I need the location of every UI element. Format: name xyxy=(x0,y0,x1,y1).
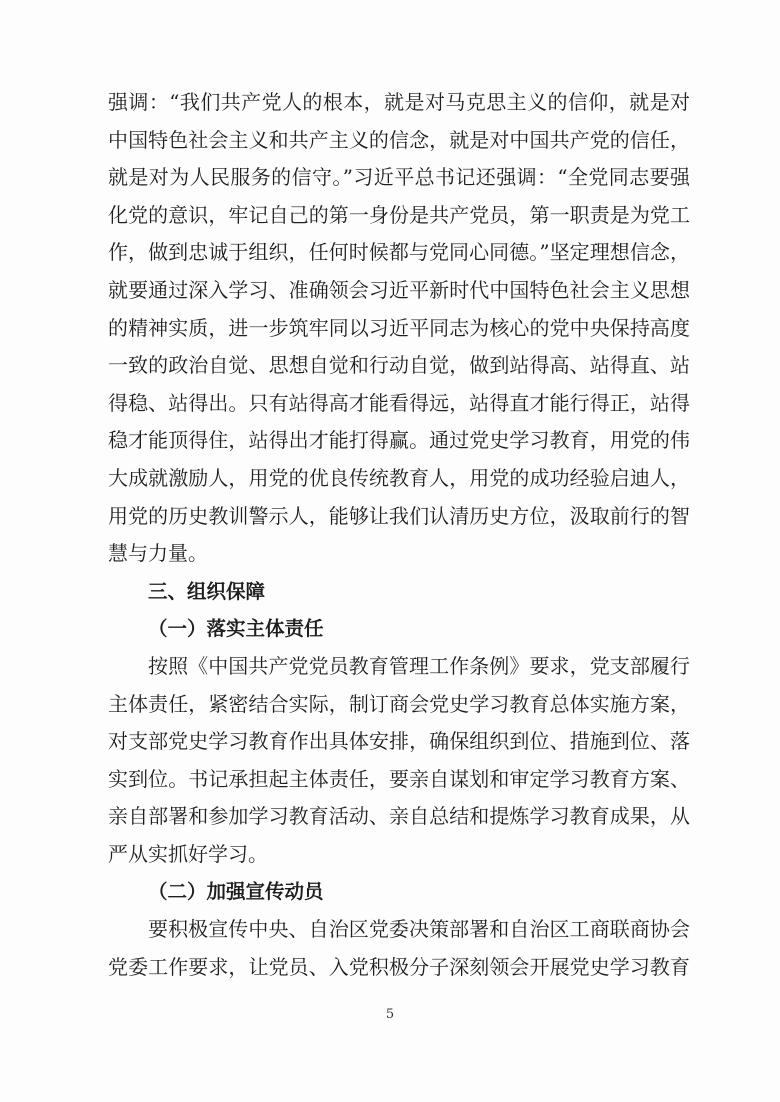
paragraph-1 xyxy=(108,84,690,573)
text-line: 要积极宣传中央、自治区党委决策部署和自治区工商联商协会 xyxy=(148,917,690,942)
text-line: 慧与力量。 xyxy=(108,541,208,566)
text-line: 强调：“我们共产党人的根本，就是对马克思主义的信仰，就是对 xyxy=(108,90,690,114)
subsection-heading-responsibility: （一）落实主体责任 xyxy=(148,617,324,641)
text-line: 就是对为人民服务的信守。”习近平总书记还强调：“全党同志要强 xyxy=(108,165,690,190)
text-line: 对支部党史学习教育作出具体安排，确保组织到位、措施到位、落 xyxy=(108,729,690,754)
text-line: 的精神实质，进一步筑牢同以习近平同志为核心的党中央保持高度 xyxy=(108,315,690,340)
text-line: 稳才能顶得住，站得出才能打得赢。通过党史学习教育，用党的伟 xyxy=(108,428,690,453)
paragraph-2 xyxy=(108,648,690,874)
text-line: 作，做到忠诚于组织，任何时候都与党同心同德。”坚定理想信念， xyxy=(108,240,690,265)
text-line: 得稳、站得出。只有站得高才能看得远，站得直才能行得正，站得 xyxy=(108,390,690,415)
subsection-heading-publicity: （二）加强宣传动员 xyxy=(148,880,324,904)
text-line: 主体责任，紧密结合实际，制订商会党史学习教育总体实施方案， xyxy=(108,691,690,716)
text-line: 亲自部署和参加学习教育活动、亲自总结和提炼学习教育成果，从 xyxy=(108,804,690,829)
section-heading-organization: 三、组织保障 xyxy=(148,579,266,603)
paragraph-3 xyxy=(108,911,690,986)
text-line: 实到位。书记承担起主体责任，要亲自谋划和审定学习教育方案、 xyxy=(108,766,690,791)
text-line: 用党的历史教训警示人，能够让我们认清历史方位，汲取前行的智 xyxy=(108,503,690,528)
text-line: 就要通过深入学习、准确领会习近平新时代中国特色社会主义思想 xyxy=(108,277,690,302)
document-body xyxy=(108,84,690,986)
text-line: 按照《中国共产党党员教育管理工作条例》要求，党支部履行 xyxy=(148,653,690,678)
text-line: 大成就激励人，用党的优良传统教育人，用党的成功经验启迪人， xyxy=(108,465,690,490)
text-line: 化党的意识，牢记自己的第一身份是共产党员，第一职责是为党工 xyxy=(108,202,690,227)
text-line: 党委工作要求，让党员、入党积极分子深刻领会开展党史学习教育 xyxy=(108,954,690,979)
text-line: 一致的政治自觉、思想自觉和行动自觉，做到站得高、站得直、站 xyxy=(108,353,690,378)
text-line: 严从实抓好学习。 xyxy=(108,841,268,866)
text-line: 中国特色社会主义和共产主义的信念，就是对中国共产党的信任， xyxy=(108,127,690,152)
page-number: 5 xyxy=(385,1007,395,1022)
